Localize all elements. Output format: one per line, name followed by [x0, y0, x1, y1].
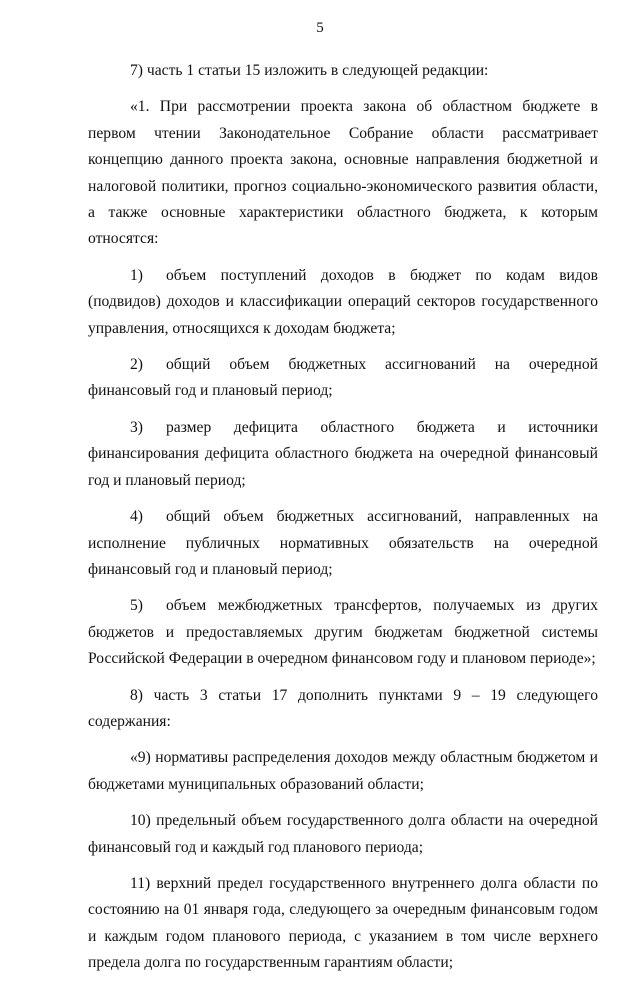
list-item-number: 3) — [130, 418, 143, 436]
list-item-text: общий объем бюджетных ассигнований, направленных на исполнение публичных нормативных обязательств на очередной финансовый год и плановый период; — [88, 508, 598, 578]
list-item-number: 2) — [130, 356, 143, 374]
list-item — [88, 263, 598, 352]
paragraph-article-15-part-1: «1. При рассмотрении проекта закона об областном бюджете в первом чтении Законодательное Собрание области рассматривает концепцию данного проекта закона, основные направления бюджетной и налоговой политики, прогноз социально-экономического развития области, а также основные характеристики областного бюджета, к которым относятся: — [88, 98, 598, 248]
list-item-text: общий объем бюджетных ассигнований на очередной финансовый год и плановый период; — [88, 356, 598, 400]
list-item — [88, 352, 598, 415]
paragraph-point-10: 10) предельный объем государственного долга области на очередной финансовый год и каждый год планового периода; — [88, 812, 598, 856]
list-item — [88, 415, 598, 504]
list-item-text: размер дефицита областного бюджета и источники финансирования дефицита областного бюджета на очередной финансовый год и плановый период; — [88, 418, 598, 489]
paragraph-amendment-7: 7) часть 1 статьи 15 изложить в следующей редакции: — [130, 62, 489, 79]
page-number: 5 — [316, 20, 324, 36]
paragraph-amendment-8: 8) часть 3 статьи 17 дополнить пунктами 9 – 19 следующего содержания: — [88, 686, 598, 730]
list-item-text: объем межбюджетных трансфертов, получаемых из других бюджетов и предоставляемых другим бюджетам бюджетной системы Российской Федерации в очередном финансовом году и плановом периоде»; — [88, 597, 598, 668]
paragraph-point-11: 11) верхний предел государственного внутреннего долга области по состоянию на 01 января года, следующего за очередным финансовым годом и каждым годом планового периода, с указанием в том числе верхнего предела долга по государственным гарантиям области; — [88, 874, 598, 972]
list-item-text: объем поступлений доходов в бюджет по кодам видов (подвидов) доходов и классификации операций секторов государственного управления, относящихся к доходам бюджета; — [88, 266, 598, 337]
document-body — [88, 58, 598, 987]
paragraph-point-9: «9) нормативы распределения доходов между областным бюджетом и бюджетами муниципальных образований области; — [88, 749, 598, 793]
list-item-number: 5) — [130, 597, 143, 615]
list-item — [88, 593, 598, 682]
list-item-number: 1) — [130, 266, 143, 284]
list-item — [88, 504, 598, 593]
list-item-number: 4) — [130, 508, 143, 526]
